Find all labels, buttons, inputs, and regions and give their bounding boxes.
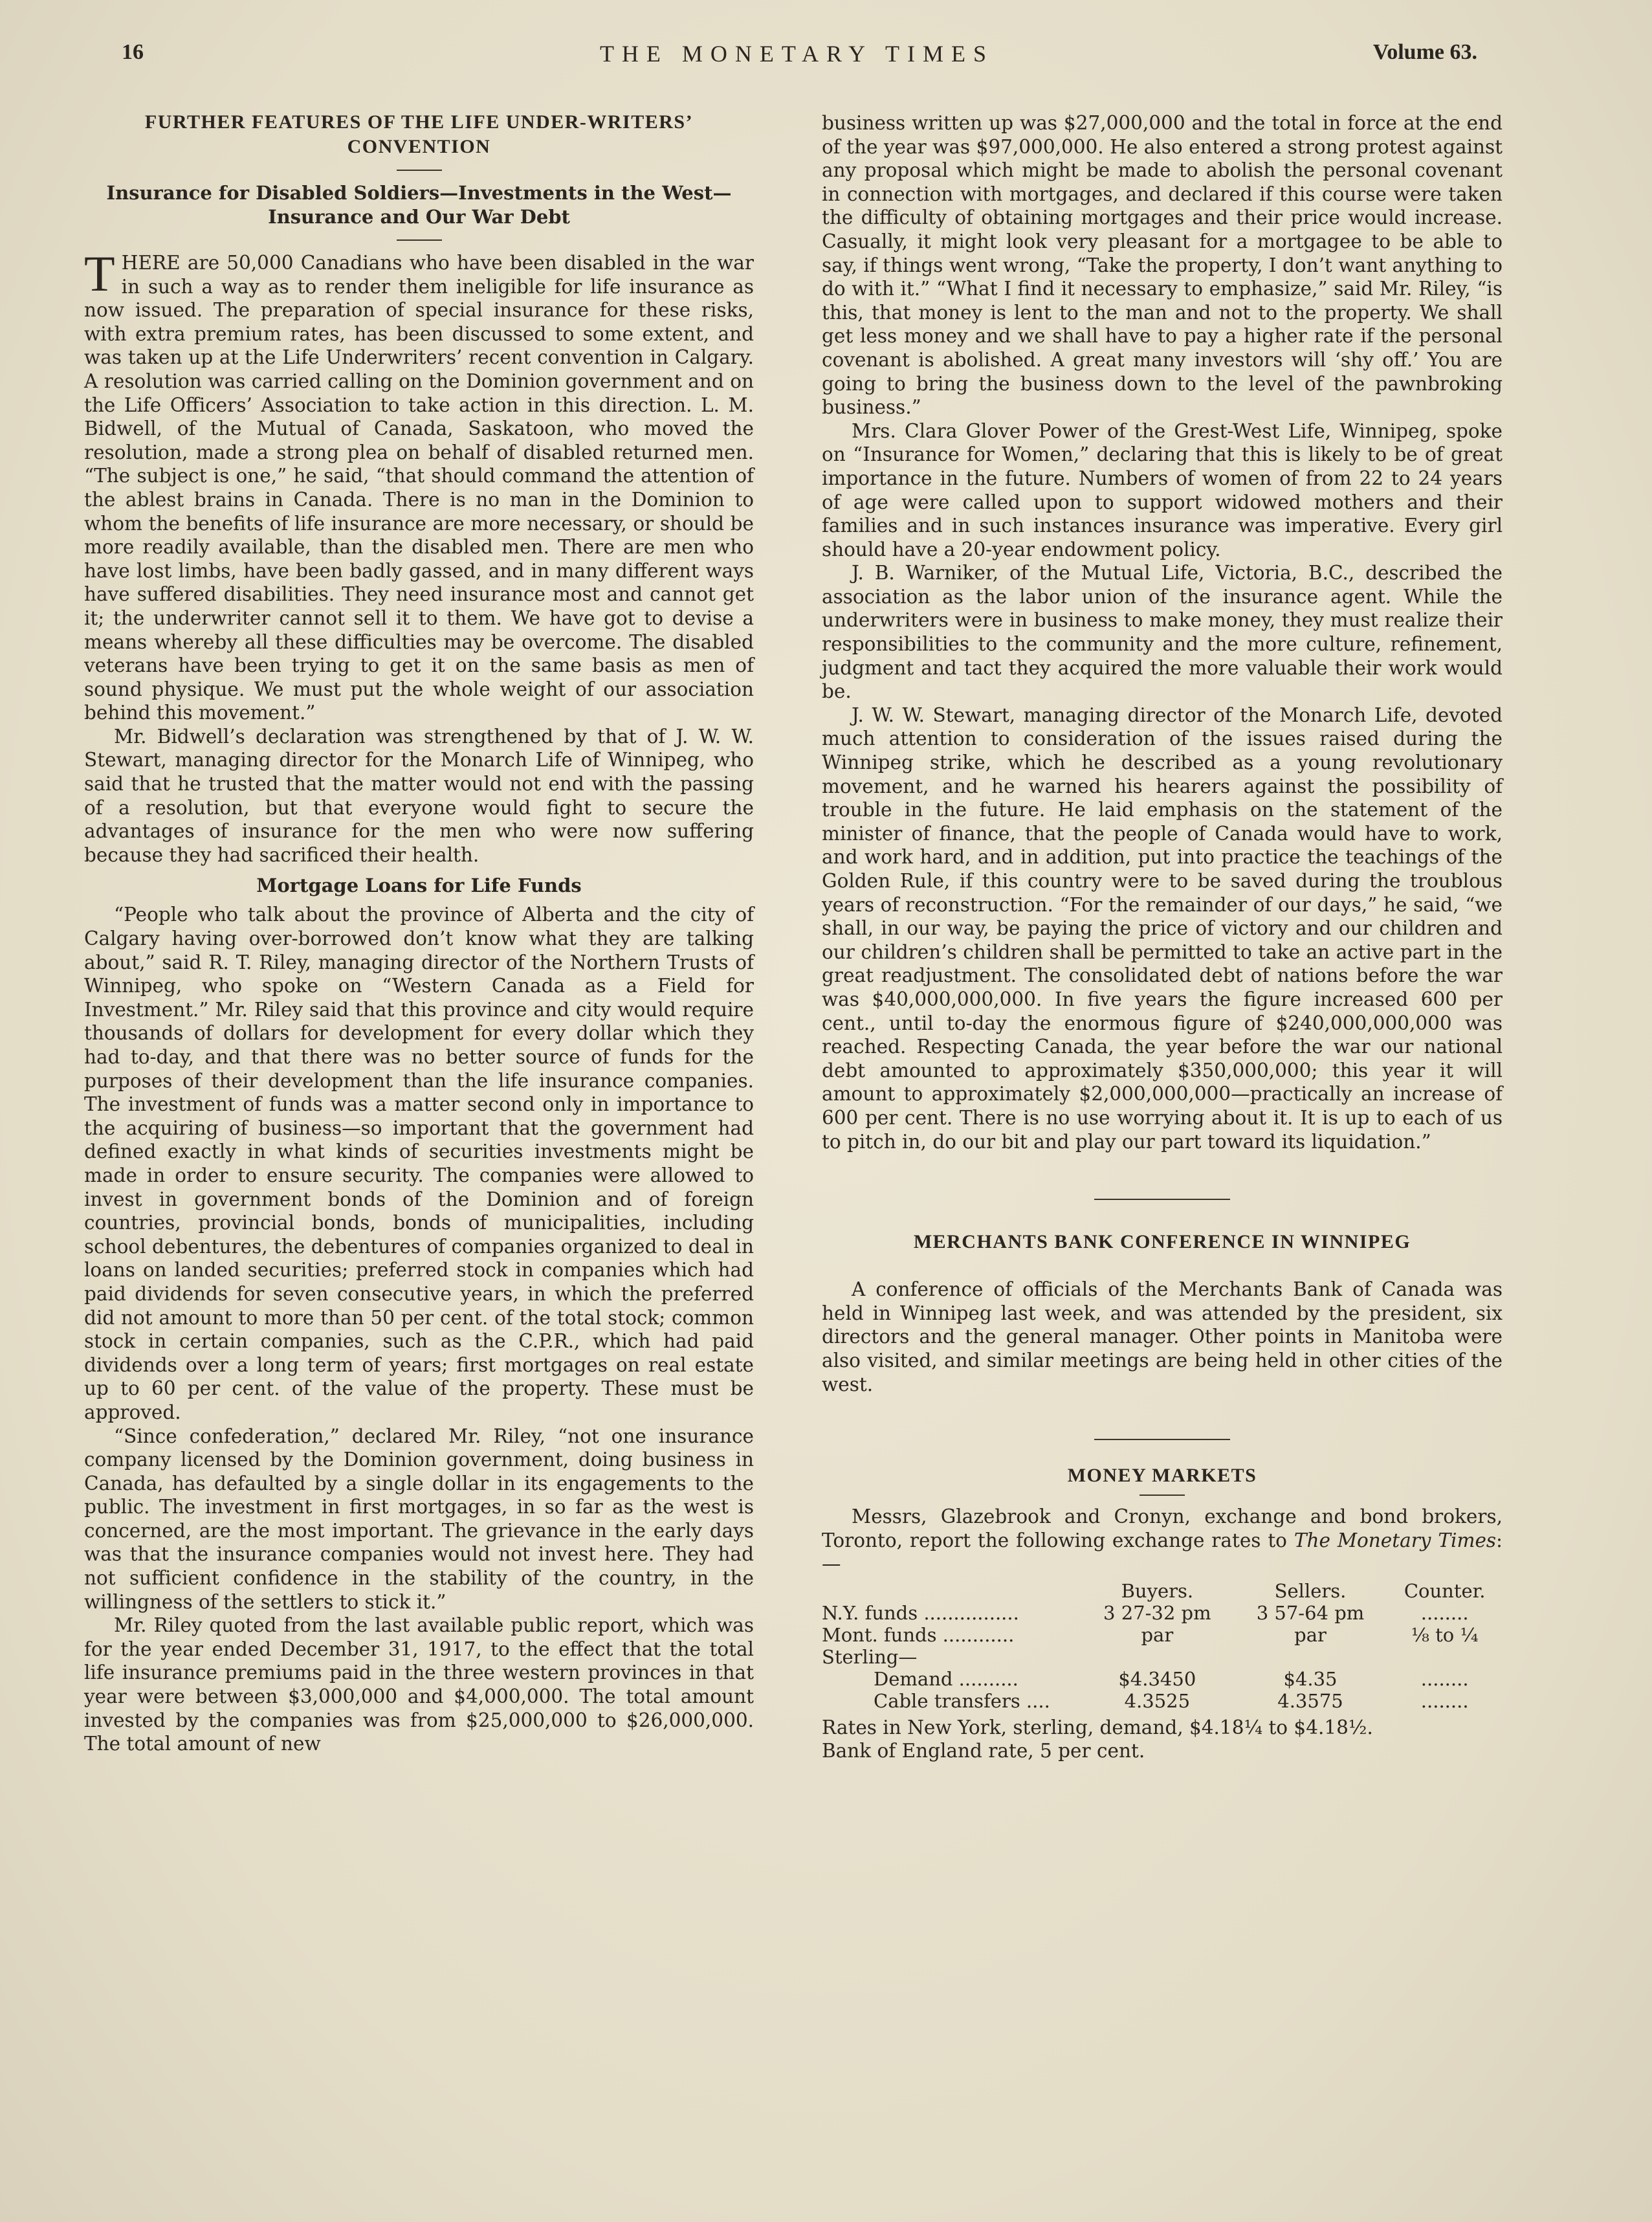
table-row: N.Y. funds ................ 3 27-32 pm 3 57-64 pm ........ <box>822 1601 1469 1624</box>
paragraph: Mr. Riley quoted from the last available public report, which was for the year ended December 31, 1917, to the effect that the total life insurance premiums paid in the three western provinces in that year were between $3,000,000 and $4,000,000. The total amount invested by the companies was from $25,000,000 to $26,000,000. The total amount of new <box>84 1614 754 1755</box>
paragraph: J. W. W. Stewart, managing director of the Monarch Life, devoted much attention to consideration of the issues raised during the Winnipeg strike, which he described as a young revolutionary movement, and he warned his hearers against the possibility of trouble in the future. He laid emphasis on the statement of the minister of finance, that the people of Canada would have to work, and work hard, and in addition, put into practice the teachings of the Golden Rule, if this country were to be saved during the troublous years of reconstruction. “For the remainder of our days,” he said, “we shall, in our way, be paying the price of victory and our children and our children’s children shall be permitted to take an active part in the great readjustment. The consolidated debt of nations before the war was $40,000,000,000. In five years the figure increased 600 per cent., until to-day the enormous figure of $240,000,000,000 was reached. Respecting Canada, the year before the war our national debt amounted to approximately $350,000,000; this year it will amount to approximately $2,000,000,000—practically an increase of 600 per cent. There is no use worrying about it. It is up to each of us to pitch in, do our bit and play our part toward its liquidation.” <box>822 704 1503 1153</box>
paragraph: business written up was $27,000,000 and the total in force at the end of the year was $97,000,000. He also entered a strong protest against any proposal which might be made to abolish the personal covenant in connection with mortgages, and declared if this course were taken the difficulty of obtaining mortgages and their price would increase. Casually, it might look very pleasant for a mortgagee to be able to say, if things went wrong, “Take the property, I don’t want anything to do with it.” “What I find it necessary to emphasize,” said Mr. Riley, “is this, that money is lent to the man and not to the property. We shall get less money and we shall have to pay a higher rate if the personal covenant is abolished. A great many investors will ‘shy off.’ You are going to bring the business down to the level of the pawnbroking business.” <box>822 112 1503 419</box>
rates-line: Bank of England rate, 5 per cent. <box>822 1740 1145 1762</box>
divider <box>397 239 442 241</box>
section-heading: Mortgage Loans for Life Funds <box>256 874 582 897</box>
journal-title: THE MONETARY TIMES <box>599 41 995 67</box>
volume-label: Volume 63. <box>1372 40 1477 64</box>
paragraph: “People who talk about the province of Alberta and the city of Calgary having over-borrowed don’t know what they are talking about,” said R. T. Riley, managing director of the Northern Trusts of Winnipeg, who spoke on “Western Canada as a Field for Investment.” Mr. Riley said that this province and city would require thousands of dollars for development for every dollar which they had to-day, and that there was no better source of funds for the purposes of their development than the life insurance companies. The investment of funds was a matter second only in importance to the acquiring of business—so important that the government had defined exactly in what kinds of securities investments might be made in order to ensure security. The companies were allowed to invest in government bonds of the Dominion and of foreign countries, provincial bonds, bonds of municipalities, including school debentures, the debentures of companies organized to deal in loans on landed securities; preferred stock in companies which had paid dividends for seven consecutive years, in which the preferred did not amount to more than 50 per cent. of the total stock; common stock in certain companies, such as the C.P.R., which had paid dividends over a long term of years; first mortgages on real estate up to 60 per cent. of the value of the property. These must be approved. <box>84 904 754 1423</box>
right-column <box>822 111 1503 1763</box>
page-number: 16 <box>122 40 144 64</box>
column-header: Sellers. <box>1274 1579 1347 1602</box>
table-row: Demand .......... $4.3450 $4.35 ........ <box>874 1667 1469 1690</box>
divider <box>1140 1494 1185 1496</box>
paragraph: J. B. Warniker, of the Mutual Life, Victoria, B.C., described the association as the labor union of the insurance agent. While the underwriters were in business to make money, they must realize their responsibilities to the community and the more culture, refinement, judgment and tact they acquired the more valuable their work would be. <box>822 562 1503 703</box>
paragraph: THERE are 50,000 Canadians who have been disabled in the war in such a way as to render them ineligible for life insurance as now issued. The preparation of special insurance for these risks, with extra premium rates, has been discussed to some extent, and was taken up at the Life Underwriters’ recent convention in Calgary. A resolution was carried calling on the Dominion government and on the Life Officers’ Association to take action in this direction. L. M. Bidwell, of the Mutual of Canada, Saskatoon, who moved the resolution, made a strong plea on behalf of disabled returned men. “The subject is one,” he said, “that should command the attention of the ablest brains in Canada. There is no man in the Dominion to whom the benefits of life insurance are more necessary, or should be more readily available, than the disabled men. There are men who have lost limbs, have been badly gassed, and in many different ways have suffered disabilities. They need insurance most and cannot get it; the underwriter cannot sell it to them. We have got to devise a means whereby all these difficulties may be overcome. The disabled veterans have been trying to get it on the same basis as men of sound physique. We must put the whole weight of our association behind this movement.” <box>84 245 754 724</box>
money-markets-heading: MONEY MARKETS <box>1067 1465 1257 1487</box>
merchants-heading: MERCHANTS BANK CONFERENCE IN WINNIPEG <box>913 1231 1411 1253</box>
paragraph: A conference of officials of the Merchants Bank of Canada was held in Winnipeg last week, and was attended by the president, six directors and the general manager. Other points in Manitoba were also visited, and similar meetings are being held in other cities of the west. <box>822 1278 1503 1395</box>
column-header: Counter. <box>1404 1579 1486 1602</box>
rates-line: Rates in New York, sterling, demand, $4.18¼ to $4.18½. <box>822 1716 1373 1739</box>
table-header-row <box>822 1580 1503 1602</box>
divider <box>397 170 442 171</box>
table-row: Cable transfers .... 4.3525 4.3575 ........ <box>874 1689 1469 1712</box>
money-intro: Messrs, Glazebrook and Cronyn, exchange and bond brokers, Toronto, report the following exchange rates to The Monetary Times:— <box>822 1505 1503 1575</box>
divider <box>1094 1439 1230 1440</box>
paragraph: Mrs. Clara Glover Power of the Grest-West Life, Winnipeg, spoke on “Insurance for Women,” declaring that this is likely to be of great importance in the future. Numbers of women of from 22 to 24 years of age were called upon to support widowed mothers and their families and in such instances insurance was imperative. Every girl should have a 20-year endowment policy. <box>822 419 1503 561</box>
article-subhead: Insurance for Disabled Soldiers—Investments in the West—Insurance and Our War Debt <box>106 182 732 228</box>
paragraph: “Since confederation,” declared Mr. Riley, “not one insurance company licensed by the Dominion government, doing business in Canada, has defaulted by a single dollar in its engagements to the public. The investment in first mortgages, in so far as the west is concerned, are the most important. The grievance in the early days was that the insurance companies would not invest here. They had not sufficient confidence in the stability of the country, in the willingness of the settlers to stick it.” <box>84 1425 754 1613</box>
drop-cap: T <box>84 245 115 302</box>
divider <box>1094 1199 1230 1200</box>
column-header: Buyers. <box>1121 1579 1194 1602</box>
exchange-rates-table <box>822 1580 1503 1712</box>
table-row: Sterling— <box>822 1645 918 1668</box>
article-heading: FURTHER FEATURES OF THE LIFE UNDER-WRITERS’ CONVENTION <box>144 111 694 157</box>
paragraph: Mr. Bidwell’s declaration was strengthened by that of J. W. W. Stewart, managing director for the Monarch Life of Winnipeg, who said that he trusted that the matter would not end with the passing of a resolution, but that everyone would fight to secure the advantages of insurance for the men who were now suffering because they had sacrificed their health. <box>84 725 754 866</box>
running-head <box>116 40 1477 72</box>
left-column <box>84 110 754 1756</box>
table-row: Mont. funds ............ par par ⅛ to ¼ <box>822 1623 1479 1646</box>
